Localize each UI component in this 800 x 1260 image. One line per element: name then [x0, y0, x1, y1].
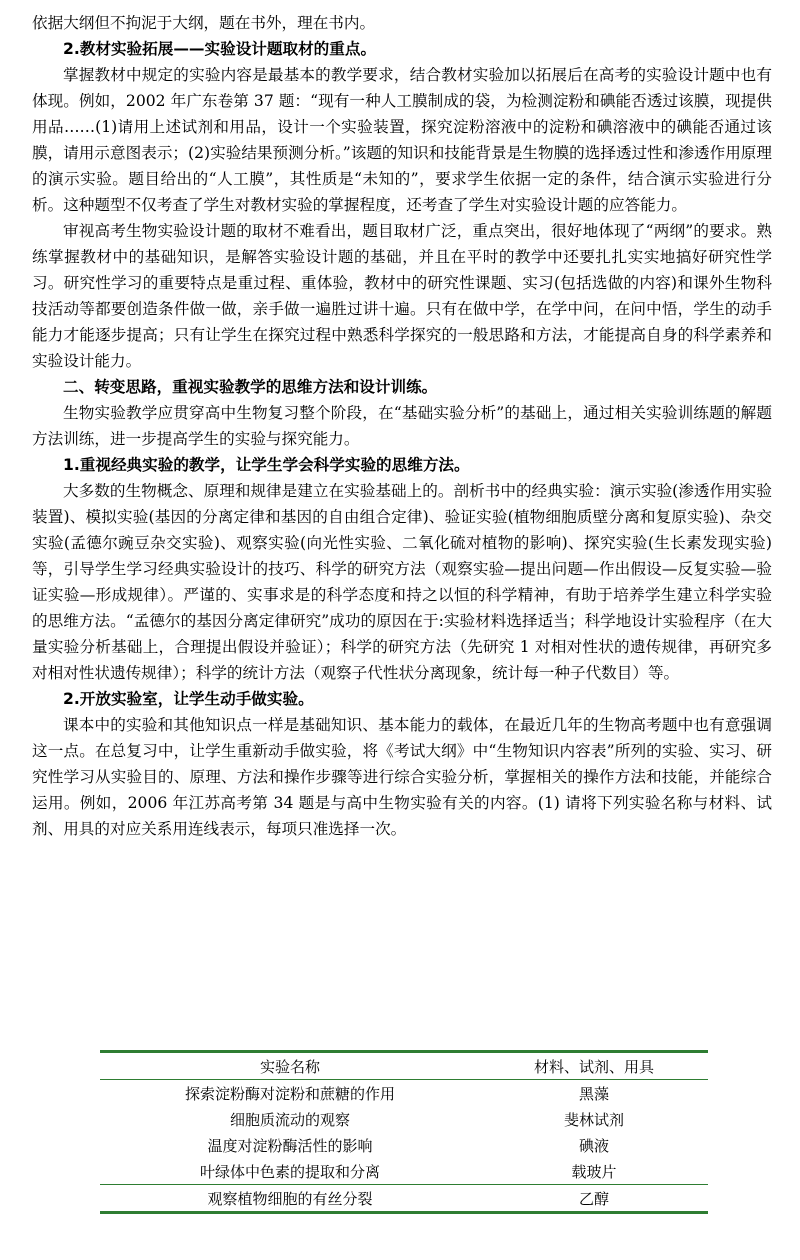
- paragraph-classic-experiments: 大多数的生物概念、原理和规律是建立在实验基础上的。剖析书中的经典实验：演示实验(渗透作用实验装置)、模拟实验(基因的分离定律和基因的自由组合定律)、验证实验(植物细胞质壁分离和复原实验)、杂交实验(孟德尔豌豆杂交实验)、观察实验(向光性实验、二氧化硫对植物的影响)、探究实验(生长素发现实验)等，引导学生学习经典实验设计的技巧、科学的研究方法（观察实验—提出问题—作出假设—反复实验—验证实验—形成规律）。严谨的、实事求是的科学态度和持之以恒的科学精神，有助于培养学生建立科学实验的思维方法。“孟德尔的基因分离定律研究”成功的原因在于:实验材料选择适当；科学地设计实验程序（在大量实验分析基础上，合理提出假设并验证）；科学的研究方法（先研究 1 对相对性状的遗传规律，再研究多对相对性状遗传规律）；科学的统计方法（观察子代性状分离现象，统计每一种子代数目）等。: [32, 482, 772, 682]
- table-cell-material: 黑藻: [578, 1084, 609, 1103]
- table-cell-material: 斐林试剂: [563, 1110, 624, 1129]
- table-cell-experiment: 叶绿体中色素的提取和分离: [199, 1162, 380, 1181]
- paragraph-continuation: 依据大纲但不拘泥于大纲，题在书外，理在书内。: [32, 14, 376, 32]
- section-heading-open-lab: 2.开放实验室，让学生动手做实验。: [63, 690, 314, 708]
- table-row: [100, 1185, 708, 1213]
- table-header-row: [100, 1052, 708, 1080]
- table-row: [100, 1106, 708, 1132]
- paragraph-teaching-throughout: 生物实验教学应贯穿高中生物复习整个阶段，在“基础实验分析”的基础上，通过相关实验训练题的解题方法训练，进一步提高学生的实验与探究能力。: [32, 404, 772, 448]
- section-heading-change-thinking: 二、转变思路，重视实验教学的思维方法和设计训练。: [63, 378, 438, 396]
- table-row: [100, 1132, 708, 1158]
- table-row: [100, 1080, 708, 1107]
- table-cell-experiment: 细胞质流动的观察: [229, 1110, 350, 1129]
- table-header-experiment-name: 实验名称: [259, 1057, 320, 1076]
- table-cell-experiment: 观察植物细胞的有丝分裂: [207, 1189, 373, 1208]
- paragraph-open-lab: 课本中的实验和其他知识点一样是基础知识、基本能力的载体，在最近几年的生物高考题中也有意强调这一点。在总复习中，让学生重新动手做实验，将《考试大纲》中“生物知识内容表”所列的实验、实习、研究性学习从实验目的、原理、方法和操作步骤等进行综合实验分析，掌握相关的操作方法和技能，并能综合运用。例如，2006 年江苏高考第 34 题是与高中生物实验有关的内容。(1) 请将下列实验名称与材料、试剂、用具的对应关系用连线表示，每项只准选择一次。: [32, 716, 772, 838]
- experiment-matching-table: [100, 1050, 708, 1214]
- paragraph-textbook-extension: 掌握教材中规定的实验内容是最基本的教学要求，结合教材实验加以拓展后在高考的实验设计题中也有体现。例如，2002 年广东卷第 37 题：“现有一种人工膜制成的袋，为检测淀粉和碘能否透过该膜，现提供用品……(1)请用上述试剂和用品，设计一个实验装置，探究淀粉溶液中的淀粉和碘溶液中的碘能否通过该膜，请用示意图表示；(2)实验结果预测分析。”该题的知识和技能背景是生物膜的选择透过性和渗透作用原理的演示实验。题目给出的“人工膜”，其性质是“未知的”，要求学生依据一定的条件，结合演示实验进行分析。这种题型不仅考查了学生对教材实验的掌握程度，还考查了学生对实验设计题的应答能力。: [32, 66, 772, 214]
- table-row: [100, 1158, 708, 1185]
- table-cell-experiment: 温度对淀粉酶活性的影响: [207, 1136, 373, 1155]
- paragraph-exam-analysis: 审视高考生物实验设计题的取材不难看出，题目取材广泛，重点突出，很好地体现了“两纲”的要求。熟练掌握教材中的基础知识，是解答实验设计题的基础，并且在平时的教学中还要扎扎实实地搞好研究性学习。研究性学习的重要特点是重过程、重体验，教材中的研究性课题、实习(包括选做的内容)和课外生物科技活动等都要创造条件做一做，亲手做一遍胜过讲十遍。只有在做中学，在学中问，在问中悟，学生的动手能力才能逐步提高；只有让学生在探究过程中熟悉科学探究的一般思路和方法，才能提高自身的科学素养和实验设计能力。: [32, 222, 772, 370]
- table-cell-experiment: 探索淀粉酶对淀粉和蔗糖的作用: [184, 1084, 395, 1103]
- table-cell-material: 载玻片: [571, 1162, 617, 1181]
- table-cell-material: 碘液: [578, 1136, 609, 1155]
- table-header-materials: 材料、试剂、用具: [533, 1057, 654, 1076]
- section-heading-textbook-extension: 2.教材实验拓展——实验设计题取材的重点。: [63, 40, 377, 58]
- section-heading-classic-experiments: 1.重视经典实验的教学，让学生学会科学实验的思维方法。: [63, 456, 470, 474]
- table-cell-material: 乙醇: [578, 1189, 609, 1208]
